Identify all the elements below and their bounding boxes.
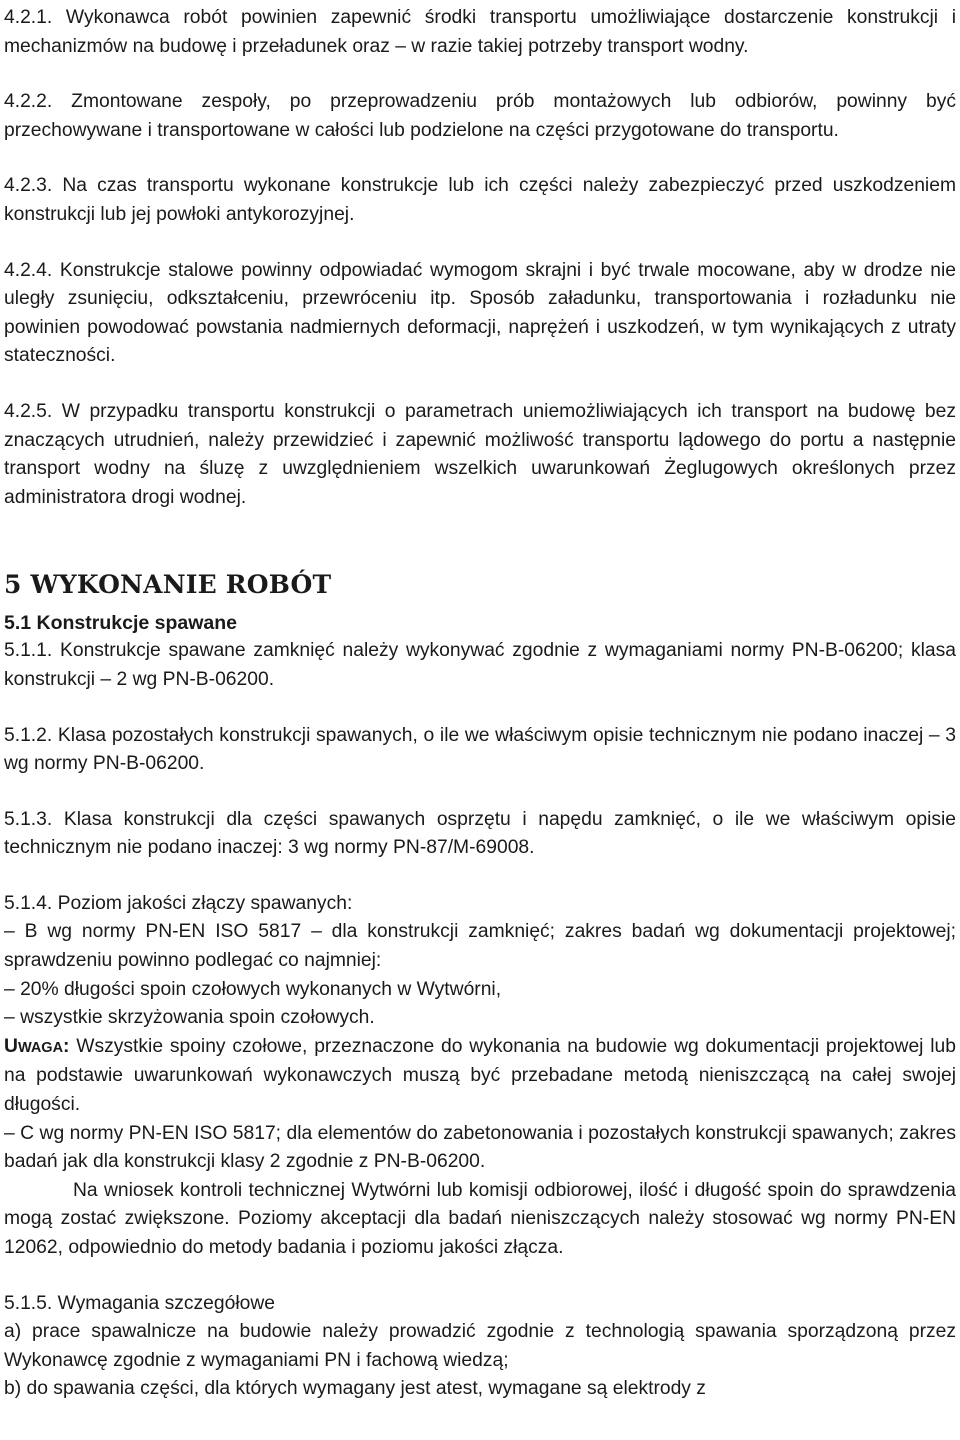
paragraph-number: 4.2.5. [4,400,53,422]
note-paragraph [4,1033,956,1120]
paragraph-text: Konstrukcje spawane zamknięć należy wykonywać zgodnie z wymaganiami normy PN-B-06200; klasa konstrukcji – 2 wg PN-B-06200. [4,640,956,690]
paragraph-text: Klasa pozostałych konstrukcji spawanych, o ile we właściwym opisie technicznym nie podano inaczej – 3 wg normy PN-B-06200. [4,724,956,775]
paragraph-5-1-5 [4,1290,956,1404]
paragraph-5-1-1 [4,637,956,694]
inspection-request-paragraph: Na wniosek kontroli technicznej Wytwórni lub komisji odbiorowej, ilość i długość spoin do sprawdzenia mogą zostać zwiększone. Poziomy akceptacji dla badań nieniszczących należy stosować wg normy PN-EN 12062, odpowiednio do metody badania i poziomu jakości złącza. [4,1179,956,1258]
subsection-heading: 5.1 Konstrukcje spawane [4,612,238,635]
paragraph-text: Zmontowane zespoły, po przeprowadzeniu prób montażowych lub odbiorów, powinny być przechowywane i transportowane w całości lub podzielone na części przygotowane do transportu. [4,91,956,141]
quality-level-b: – B wg normy PN-EN ISO 5817 – dla konstrukcji zamknięć; zakres badań wg dokumentacji projektowej; sprawdzeniu powinno podlegać co najmniej: [4,921,956,972]
paragraph-number: 4.2.4. [4,259,53,281]
paragraph-5-1-5-intro [4,1290,956,1319]
paragraph-text: Poziom jakości złączy spawanych: [57,892,353,914]
paragraph-5-1-3 [4,806,956,863]
note-label: UWAGA: [4,1035,70,1057]
quality-level-c: – C wg normy PN-EN ISO 5817; dla elementów do zabetonowania i pozostałych konstrukcji spawanych; zakres badań jak dla konstrukcji klasy 2 zgodnie z PN-B-06200. [4,1122,956,1173]
paragraph-4-2-3 [4,172,956,229]
paragraph-4-2-4 [4,257,956,371]
paragraph-5-1-2 [4,722,956,779]
paragraph-4-2-5 [4,398,956,512]
requirement-item-b: b) do spawania części, dla których wymagany jest atest, wymagane są elektrody z [4,1378,706,1400]
paragraph-text: Wymagania szczegółowe [57,1292,275,1314]
paragraph-text: W przypadku transportu konstrukcji o parametrach uniemożliwiających ich transport na budowę bez znaczących utrudnień, należy przewidzieć i zapewnić możliwość transportu lądowego do portu a następnie transport wodny na śluzę z uwzględnieniem wszelkich uwarunkowań Żeglugowych określonych przez administratora drogi wodnej. [4,400,957,508]
paragraph-text: Klasa konstrukcji dla części spawanych osprzętu i napędu zamknięć, o ile we właściwym opisie technicznym nie podano inaczej: 3 wg normy PN-87/M-69008. [4,808,957,859]
paragraph-number: 5.1.3. [4,808,53,830]
requirement-item-a: a) prace spawalnicze na budowie należy prowadzić zgodnie z technologią spawania sporządzoną przez Wykonawcę zgodnie z wymaganiami PN i fachową wiedzą; [4,1321,956,1371]
paragraph-number: 5.1.1. [4,640,53,662]
paragraph-5-1-4 [4,890,956,1263]
document-page [4,0,956,1404]
paragraph-text: Na czas transportu wykonane konstrukcje lub ich części należy zabezpieczyć przed uszkodzeniem konstrukcji lub jej powłoki antykorozyjnej. [4,175,957,225]
paragraph-number: 4.2.1. [4,7,53,28]
paragraph-text: Konstrukcje stalowe powinny odpowiadać wymogom skrajni i być trwale mocowane, aby w drodze nie uległy zsunięciu, odkształceniu, przewróceniu itp. Sposób załadunku, transportowania i rozładunku nie powinien powodować powstania nadmiernych deformacji, naprężeń i uszkodzeń, w tym wynikających z utraty stateczności. [4,259,957,367]
paragraph-number: 4.2.3. [4,175,53,197]
paragraph-number: 5.1.4. [4,892,53,914]
section-heading: 5 WYKONANIE ROBÓT [4,570,332,600]
paragraph-number: 4.2.2. [4,91,53,113]
list-item: – 20% długości spoin czołowych wykonanych w Wytwórni, [4,978,502,1000]
paragraph-4-2-1 [4,4,956,61]
paragraph-text: Wykonawca robót powinien zapewnić środki transportu umożliwiające dostarczenie konstrukcji i mechanizmów na budowę i przeładunek oraz – w razie takiej potrzeby transport wodny. [4,7,957,57]
paragraph-4-2-2 [4,88,956,145]
paragraph-number: 5.1.5. [4,1292,53,1314]
list-item: – wszystkie skrzyżowania spoin czołowych. [4,1007,375,1029]
paragraph-number: 5.1.2. [4,724,53,746]
paragraph-5-1-4-intro [4,890,956,919]
note-text: Wszystkie spoiny czołowe, przeznaczone do wykonania na budowie wg dokumentacji projektowej lub na podstawie uwarunkowań wykonawczych muszą być przebadane metodą nieniszczącą na całej swojej długości. [4,1035,956,1116]
